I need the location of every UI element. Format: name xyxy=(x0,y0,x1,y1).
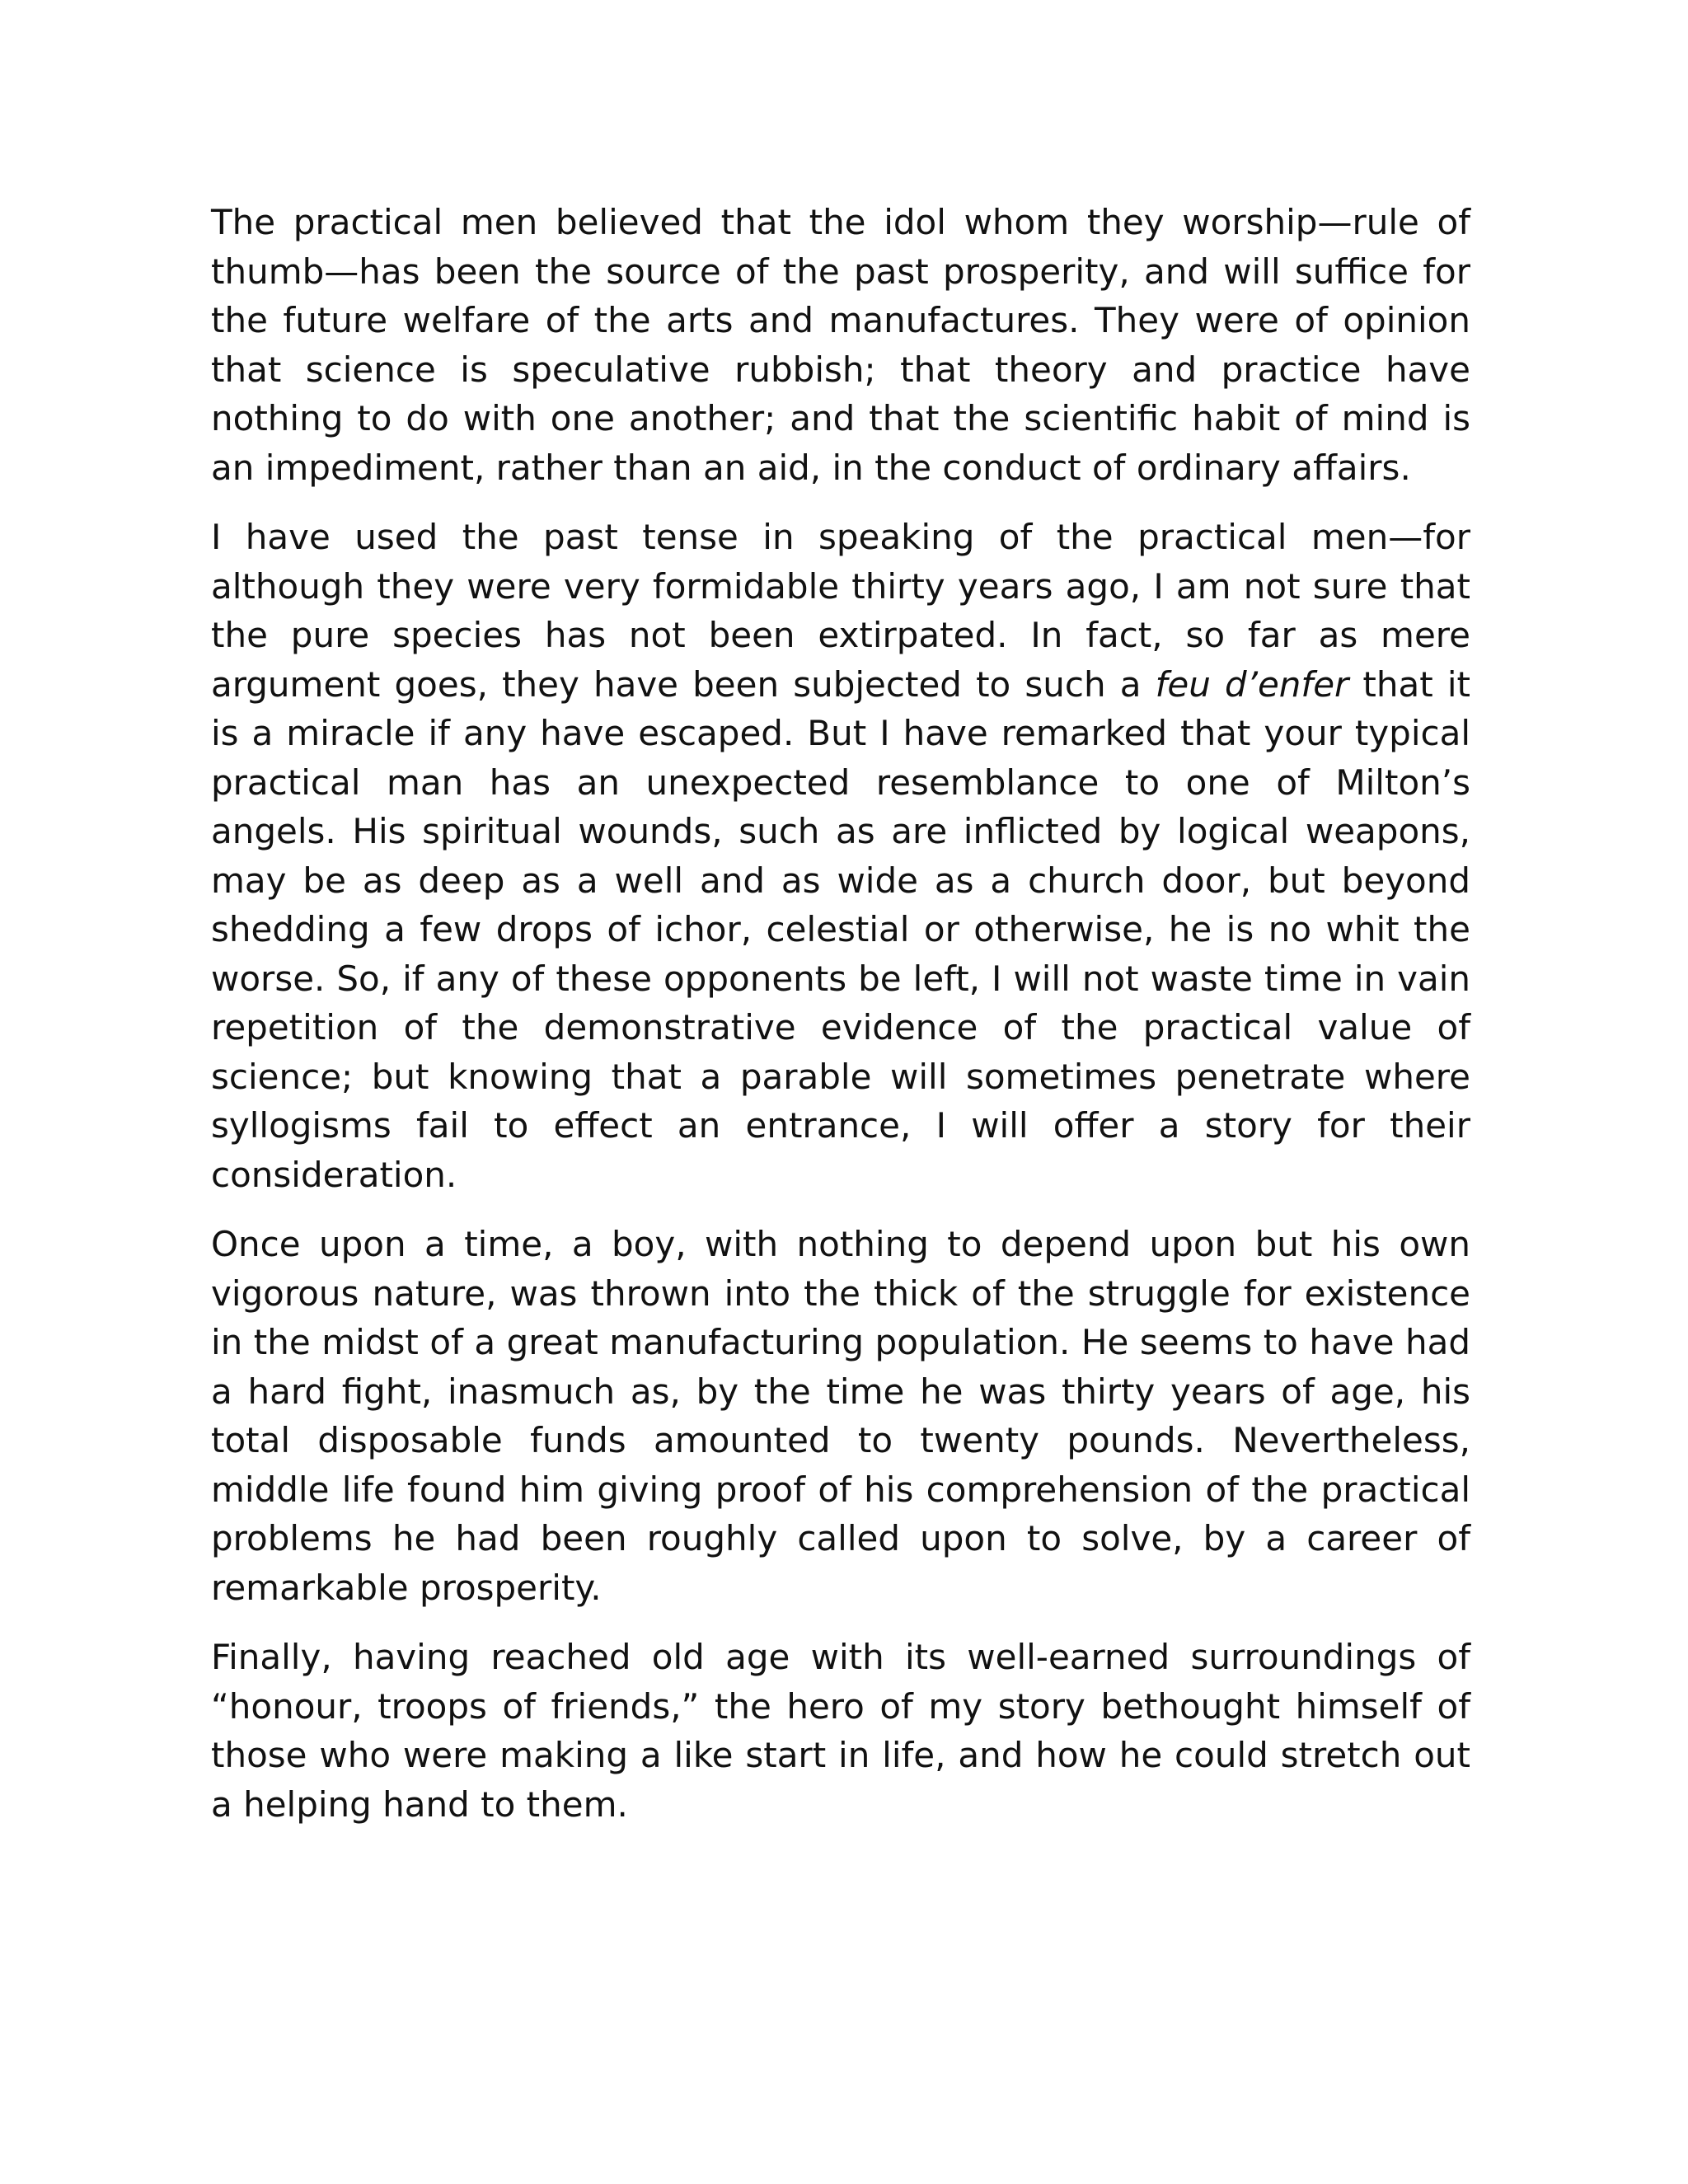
paragraph-once-upon-a-time: Once upon a time, a boy, with nothing to depend upon but his own vigorous nature, was thrown into the thick of the struggle for existence in the midst of a great manufacturing population. He seems to have had a hard fight, inasmuch as, by the time he was thirty years of age, his total disposable funds amounted to twenty pounds. Nevertheless, middle life found him giving proof of his comprehension of the practical problems he had been roughly called upon to solve, by a career of remarkable prosperity. xyxy=(211,1224,1470,1608)
italic-phrase: feu d’enfer xyxy=(1155,663,1349,705)
paragraph-past-tense xyxy=(211,513,1470,1199)
paragraph-finally: Finally, having reached old age with its well-earned surroundings of “honour, troops of friends,” the hero of my story bethought himself of those who were making a like start in life, and how he could stretch out a helping hand to them. xyxy=(211,1637,1470,1825)
paragraph-text: I have used the past tense in speaking of the practical men—for although they were very formidable thirty years ago, I am not sure that the pure species has not been extirpated. In fact, so far as mere argument goes, they have been subjected to such a xyxy=(211,517,1470,705)
document-page xyxy=(211,198,1470,1849)
paragraph-text: that it is a miracle if any have escaped. But I have remarked that your typical practical man has an unexpected resemblance to one of Milton’s angels. His spiritual wounds, such as are inflicted by logical weapons, may be as deep as a well and as wide as a church door, but beyond shedding a few drops of ichor, celestial or otherwise, he is no whit the worse. So, if any of these opponents be left, I will not waste time in vain repetition of the demonstrative evidence of the practical value of science; but knowing that a parable will sometimes penetrate where syllogisms fail to effect an entrance, I will offer a story for their consideration. xyxy=(211,663,1470,1195)
paragraph-practical-men: The practical men believed that the idol whom they worship—rule of thumb—has been the source of the past prosperity, and will suffice for the future welfare of the arts and manufactures. They were of opinion that science is speculative rubbish; that theory and practice have nothing to do with one another; and that the scientific habit of mind is an impediment, rather than an aid, in the conduct of ordinary affairs. xyxy=(211,202,1470,488)
